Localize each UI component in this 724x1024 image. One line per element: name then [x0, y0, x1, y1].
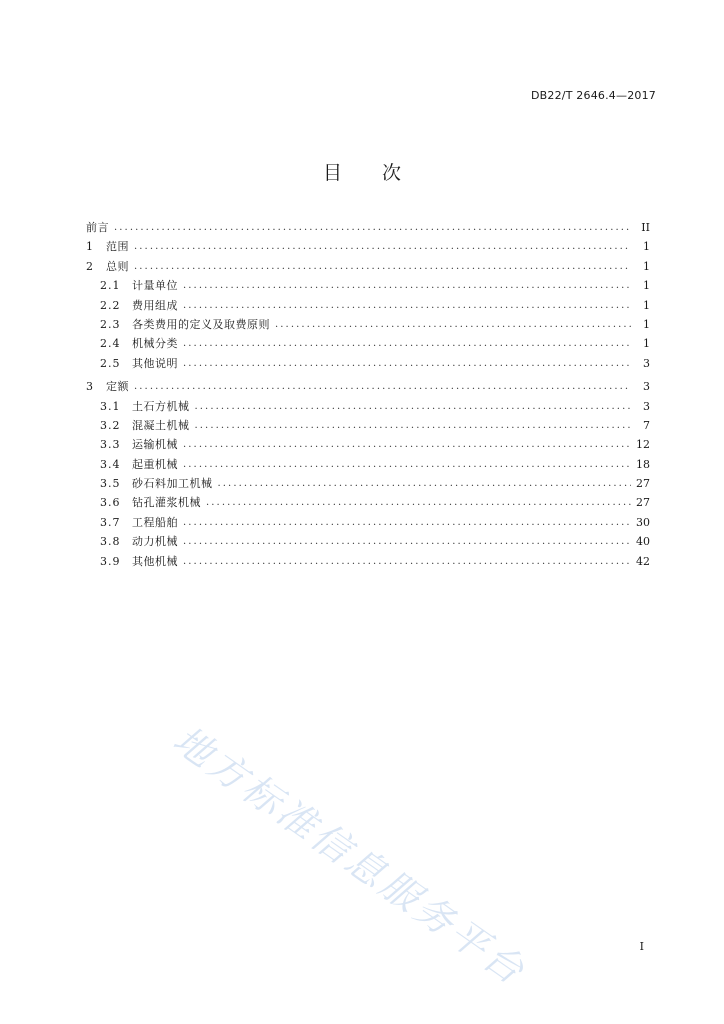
toc-entry-label: 其他机械: [132, 554, 178, 568]
toc-entry-3-6[interactable]: [86, 493, 650, 512]
toc-entry-2-1[interactable]: [86, 276, 650, 295]
toc-entry-label: 土石方机械: [132, 399, 190, 413]
toc-entry-2[interactable]: [86, 257, 650, 276]
toc-entry-number: 2.4: [100, 337, 121, 351]
toc-entry-number: 3.9: [100, 554, 121, 568]
leader-dots: [134, 237, 631, 256]
leader-dots: [275, 315, 631, 334]
toc-entry-number: 3.5: [100, 477, 121, 491]
toc-entry-number: 1: [86, 240, 93, 254]
toc-entry-page: 27: [636, 477, 650, 491]
toc-entry-number: 2: [86, 259, 93, 273]
leader-dots: [195, 416, 632, 435]
toc-entry-label: 计量单位: [132, 279, 178, 293]
toc-entry-page: 3: [643, 380, 650, 394]
toc-entry-label: 费用组成: [132, 298, 178, 312]
toc-entry-2-4[interactable]: [86, 334, 650, 353]
leader-dots: [183, 455, 631, 474]
toc-entry-3-8[interactable]: [86, 532, 650, 551]
toc-entry-3-5[interactable]: [86, 474, 650, 493]
toc-entry-number: 3.1: [100, 399, 121, 413]
toc-entry-label: 起重机械: [132, 457, 178, 471]
toc-entry-label: 定额: [106, 380, 129, 394]
title-part-2: 次: [382, 162, 402, 184]
leader-dots: [183, 354, 631, 373]
toc-entry-number: 3.8: [100, 535, 121, 549]
toc-entry-page: 1: [643, 298, 650, 312]
toc-entry-label: 前言: [86, 220, 109, 234]
standard-code: DB22/T 2646.4—2017: [530, 89, 656, 102]
toc-entry-page: 1: [643, 279, 650, 293]
toc-entry-number: 2.1: [100, 279, 121, 293]
toc-entry-page: 1: [643, 259, 650, 273]
toc-entry-page: II: [641, 220, 650, 234]
toc-entry-label: 总则: [106, 259, 129, 273]
leader-dots: [183, 513, 631, 532]
leader-dots: [183, 296, 631, 315]
toc-entry-3-2[interactable]: [86, 416, 650, 435]
toc-entry-number: 3.4: [100, 457, 121, 471]
toc-entry-label: 动力机械: [132, 535, 178, 549]
toc-entry-page: 7: [643, 418, 650, 432]
toc-entry-3[interactable]: [86, 377, 650, 396]
toc-entry-number: 3: [86, 380, 93, 394]
toc-entry-page: 3: [643, 399, 650, 413]
toc-entry-label: 范围: [106, 240, 129, 254]
title-part-1: 目: [322, 162, 342, 184]
toc-entry-number: 3.3: [100, 438, 121, 452]
toc-entry-label: 砂石料加工机械: [132, 477, 213, 491]
toc-entry-page: 1: [643, 317, 650, 331]
leader-dots: [134, 257, 631, 276]
leader-dots: [134, 377, 631, 396]
leader-dots: [218, 474, 632, 493]
toc-entry-page: 3: [643, 356, 650, 370]
toc-entry-foreword[interactable]: [86, 218, 650, 237]
leader-dots: [183, 276, 631, 295]
leader-dots: [183, 435, 631, 454]
toc-entry-1[interactable]: [86, 237, 650, 256]
leader-dots: [183, 532, 631, 551]
leader-dots: [183, 552, 631, 571]
toc-entry-number: 3.7: [100, 515, 121, 529]
toc-entry-3-4[interactable]: [86, 455, 650, 474]
toc-entry-number: 2.3: [100, 317, 121, 331]
toc-entry-label: 钻孔灌浆机械: [132, 496, 201, 510]
toc-entry-page: 40: [636, 535, 650, 549]
leader-dots: [183, 334, 631, 353]
toc-entry-2-2[interactable]: [86, 296, 650, 315]
toc-entry-label: 运输机械: [132, 438, 178, 452]
table-of-contents: [86, 218, 650, 571]
toc-entry-3-3[interactable]: [86, 435, 650, 454]
toc-entry-3-1[interactable]: [86, 397, 650, 416]
toc-entry-label: 工程船舶: [132, 515, 178, 529]
toc-entry-page: 1: [643, 337, 650, 351]
toc-entry-3-7[interactable]: [86, 513, 650, 532]
toc-entry-number: 2.5: [100, 356, 121, 370]
page-number: I: [639, 940, 644, 953]
toc-entry-number: 2.2: [100, 298, 121, 312]
leader-dots: [114, 218, 631, 237]
toc-entry-2-3[interactable]: [86, 315, 650, 334]
toc-entry-label: 其他说明: [132, 356, 178, 370]
toc-entry-number: 3.2: [100, 418, 121, 432]
toc-entry-page: 18: [636, 457, 650, 471]
toc-entry-page: 1: [643, 240, 650, 254]
toc-entry-page: 42: [636, 554, 650, 568]
watermark-text: 地方标准信息服务平台: [165, 717, 535, 995]
toc-entry-2-5[interactable]: [86, 354, 650, 373]
toc-entry-page: 30: [636, 515, 650, 529]
leader-dots: [206, 493, 631, 512]
toc-entry-label: 机械分类: [132, 337, 178, 351]
toc-entry-number: 3.6: [100, 496, 121, 510]
toc-entry-3-9[interactable]: [86, 552, 650, 571]
toc-entry-page: 12: [636, 438, 650, 452]
leader-dots: [195, 397, 632, 416]
toc-entry-label: 混凝土机械: [132, 418, 190, 432]
toc-entry-label: 各类费用的定义及取费原则: [132, 317, 270, 331]
page-title: [0, 158, 724, 185]
toc-entry-page: 27: [636, 496, 650, 510]
